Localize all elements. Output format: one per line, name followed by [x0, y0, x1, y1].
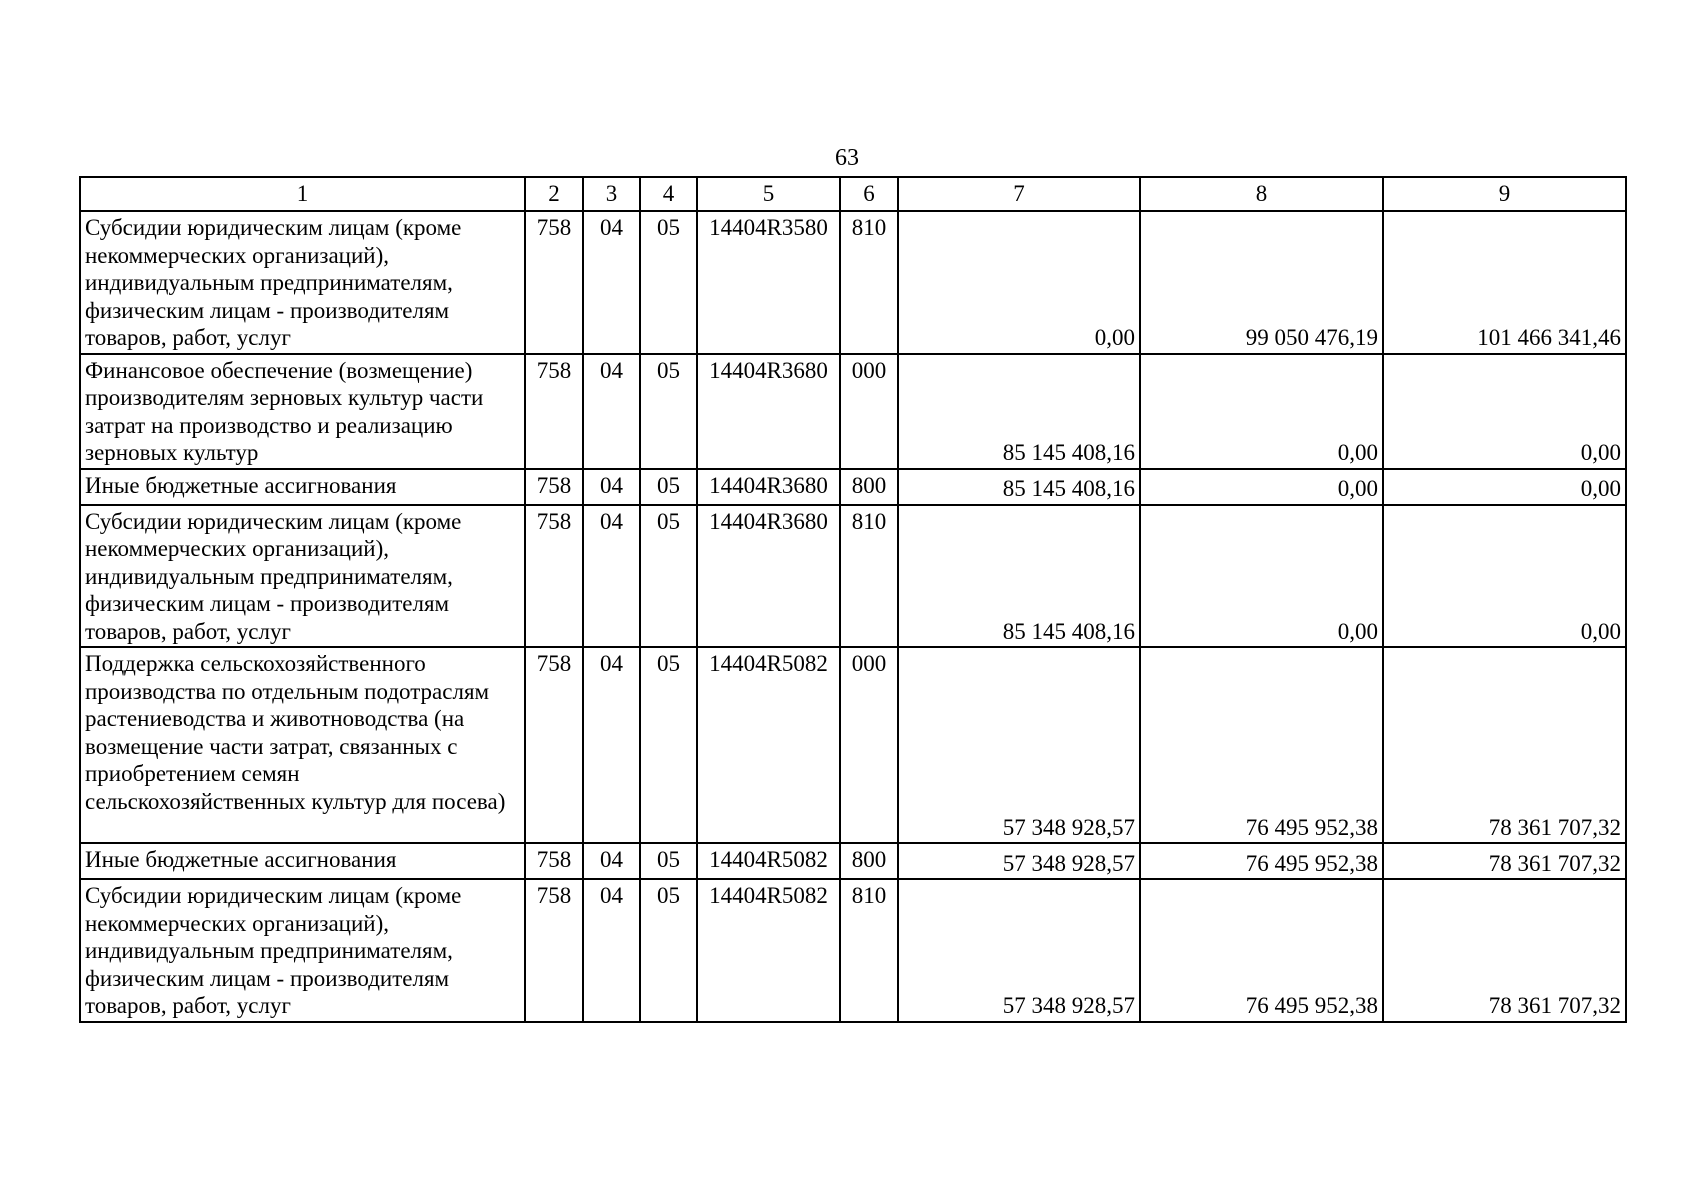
column-header: 6: [840, 177, 898, 211]
amount-col9: 78 361 707,32: [1383, 879, 1626, 1022]
item-name: Субсидии юридическим лицам (кроме некоммерческих организаций), индивидуальным предпринимателям, физическим лицам - производителям товаров, работ, услуг: [80, 211, 525, 354]
expense-type-code: 810: [840, 211, 898, 354]
table-row: [80, 505, 1626, 648]
item-name: Финансовое обеспечение (возмещение) производителям зерновых культур части затрат на производство и реализацию зерновых культур: [80, 354, 525, 469]
section-code: 04: [583, 505, 640, 648]
column-header: 3: [583, 177, 640, 211]
subsection-code: 05: [640, 505, 697, 648]
amount-col8: 76 495 952,38: [1140, 843, 1383, 879]
section-code: 04: [583, 469, 640, 505]
expense-type-code: 810: [840, 879, 898, 1022]
amount-col9: 101 466 341,46: [1383, 211, 1626, 354]
section-code: 04: [583, 647, 640, 843]
amount-col7: 85 145 408,16: [898, 354, 1140, 469]
ministry-code: 758: [525, 647, 583, 843]
table-row: [80, 469, 1626, 505]
page-number: [0, 145, 1698, 171]
table-header-row: [80, 177, 1626, 211]
table-row: [80, 843, 1626, 879]
item-name: Поддержка сельскохозяйственного производства по отдельным подотраслям растениеводства и животноводства (на возмещение части затрат, связанных с приобретением семян сельскохозяйственных культур для посева): [80, 647, 525, 843]
amount-col7: 57 348 928,57: [898, 879, 1140, 1022]
amount-col8: 0,00: [1140, 469, 1383, 505]
table-row: [80, 647, 1626, 843]
expense-type-code: 000: [840, 647, 898, 843]
column-header: 7: [898, 177, 1140, 211]
subsection-code: 05: [640, 647, 697, 843]
amount-col8: 0,00: [1140, 505, 1383, 648]
ministry-code: 758: [525, 469, 583, 505]
subsection-code: 05: [640, 879, 697, 1022]
ministry-code: 758: [525, 843, 583, 879]
subsection-code: 05: [640, 843, 697, 879]
table-row: [80, 354, 1626, 469]
amount-col7: 0,00: [898, 211, 1140, 354]
column-header: 1: [80, 177, 525, 211]
table-row: [80, 211, 1626, 354]
expense-type-code: 800: [840, 843, 898, 879]
target-article-code: 14404R3580: [697, 211, 840, 354]
column-header: 5: [697, 177, 840, 211]
amount-col7: 85 145 408,16: [898, 469, 1140, 505]
amount-col8: 76 495 952,38: [1140, 647, 1383, 843]
target-article-code: 14404R5082: [697, 879, 840, 1022]
expense-type-code: 810: [840, 505, 898, 648]
amount-col7: 85 145 408,16: [898, 505, 1140, 648]
subsection-code: 05: [640, 354, 697, 469]
page-number-text: 63: [835, 145, 859, 171]
column-header: 4: [640, 177, 697, 211]
item-name: Иные бюджетные ассигнования: [80, 469, 525, 505]
section-code: 04: [583, 211, 640, 354]
section-code: 04: [583, 843, 640, 879]
budget-table: [79, 176, 1627, 1023]
amount-col9: 0,00: [1383, 354, 1626, 469]
item-name: Субсидии юридическим лицам (кроме некоммерческих организаций), индивидуальным предпринимателям, физическим лицам - производителям товаров, работ, услуг: [80, 879, 525, 1022]
target-article-code: 14404R3680: [697, 505, 840, 648]
amount-col9: 0,00: [1383, 469, 1626, 505]
ministry-code: 758: [525, 505, 583, 648]
target-article-code: 14404R5082: [697, 647, 840, 843]
amount-col7: 57 348 928,57: [898, 843, 1140, 879]
column-header: 2: [525, 177, 583, 211]
amount-col9: 0,00: [1383, 505, 1626, 648]
item-name: Субсидии юридическим лицам (кроме некоммерческих организаций), индивидуальным предпринимателям, физическим лицам - производителям товаров, работ, услуг: [80, 505, 525, 648]
ministry-code: 758: [525, 354, 583, 469]
amount-col9: 78 361 707,32: [1383, 843, 1626, 879]
column-header: 9: [1383, 177, 1626, 211]
column-header: 8: [1140, 177, 1383, 211]
amount-col8: 99 050 476,19: [1140, 211, 1383, 354]
target-article-code: 14404R3680: [697, 354, 840, 469]
table-row: [80, 879, 1626, 1022]
expense-type-code: 800: [840, 469, 898, 505]
section-code: 04: [583, 354, 640, 469]
amount-col8: 76 495 952,38: [1140, 879, 1383, 1022]
target-article-code: 14404R3680: [697, 469, 840, 505]
amount-col8: 0,00: [1140, 354, 1383, 469]
section-code: 04: [583, 879, 640, 1022]
amount-col7: 57 348 928,57: [898, 647, 1140, 843]
target-article-code: 14404R5082: [697, 843, 840, 879]
ministry-code: 758: [525, 211, 583, 354]
expense-type-code: 000: [840, 354, 898, 469]
amount-col9: 78 361 707,32: [1383, 647, 1626, 843]
ministry-code: 758: [525, 879, 583, 1022]
subsection-code: 05: [640, 211, 697, 354]
subsection-code: 05: [640, 469, 697, 505]
item-name: Иные бюджетные ассигнования: [80, 843, 525, 879]
